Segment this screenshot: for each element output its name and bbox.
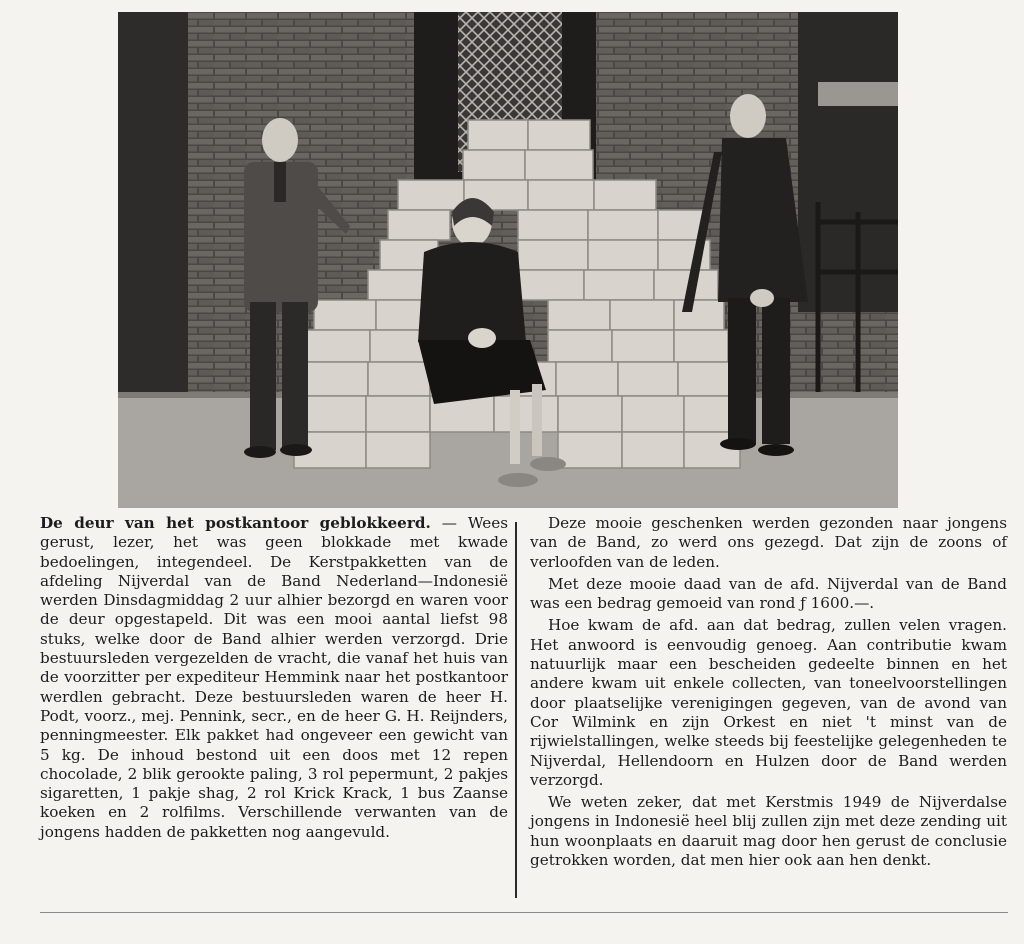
article-lead-text: — Wees gerust, lezer, het was geen blokkade met kwade bedoelingen, integendeel. De Kerstpakketten van de afdeling Nijverdal van de Band Nederland—Indonesië werden Dinsdagmiddag 2 uur alhier bezorgd en waren voor de deur opgestapeld. Dit was een mooi aantal liefst 98 stuks, welke door de Band alhier werden verzorgd. Drie bestuursleden vergezelden de vracht, die vanaf het huis van de voorzitter per expediteur Hemmink naar het postkantoor werdlen gebracht. Deze bestuursleden waren de heer H. Podt, voorz., mej. Pennink, secr., en de heer G. H. Reijnders, penningmeester. Elk pakket had ongeveer een gewicht van 5 kg. De inhoud bestond uit een doos met 12 repen chocolade, 2 blik gerookte paling, 3 rol pepermunt, 2 pakjes sigaretten, 1 pakje shag, 2 rol Krick Krack, 1 bus Zaanse koeken en 2 rolfilms. Verschillende verwanten van de jongens hadden de pakketten nog aangevuld.	[40, 514, 508, 841]
article-column-right	[530, 514, 1007, 870]
photo-illustration	[118, 12, 898, 508]
article-paragraph: Hoe kwam de afd. aan dat bedrag, zullen velen vragen. Het anwoord is eenvoudig genoeg. Aan contributie kwam natuurlijk maar een bescheiden gedeelte binnen en het andere kwam uit enkele collecten, van toneelvoorstellingen door plaatselijke verenigingen gegeven, van de avond van Cor Wilmink en zijn Orkest en niet 't minst van de rijwielstallingen, welke steeds bij feestelijke gelegenheden te Nijverdal, Hellendoorn en Hulzen door de Band werden verzorgd.	[530, 616, 1007, 789]
article-column-left	[40, 514, 508, 842]
article-paragraph: We weten zeker, dat met Kerstmis 1949 de Nijverdalse jongens in Indonesië heel blij zullen zijn met deze zending uit hun woonplaats en daaruit mag door hen gerust de conclusie getrokken worden, dat men hier ook aan hen denkt.	[530, 793, 1007, 870]
article-paragraph: Deze mooie geschenken werden gezonden naar jongens van de Band, zo werd ons gezegd. Dat zijn de zoons of verloofden van de leden.	[530, 514, 1007, 571]
article-paragraph-1	[40, 514, 508, 842]
column-divider	[515, 522, 517, 898]
bottom-rule	[40, 912, 1008, 913]
news-photo	[118, 12, 898, 508]
article-headline: De deur van het postkantoor geblokkeerd.	[40, 514, 431, 532]
article-paragraph: Met deze mooie daad van de afd. Nijverdal van de Band was een bedrag gemoeid van rond ƒ 1600.—.	[530, 574, 1007, 613]
